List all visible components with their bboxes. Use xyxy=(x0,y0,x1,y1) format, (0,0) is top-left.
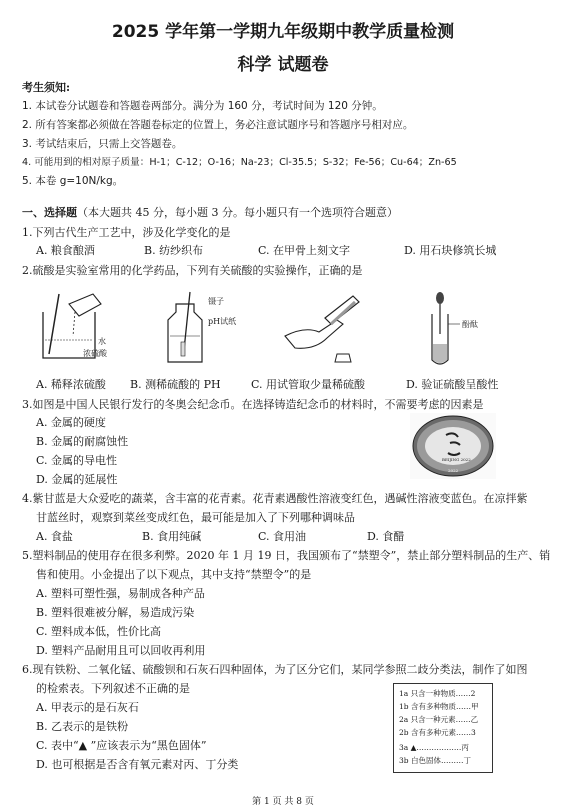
q1-option-d: D. 用石块修筑长城 xyxy=(404,244,497,257)
q6-option-a: A. 甲表示的是石灰石 xyxy=(36,701,139,714)
q5-option-c: C. 塑料成本低，性价比高 xyxy=(36,625,162,638)
q1-option-a: A. 粮食酿酒 xyxy=(36,244,95,257)
coin-year: 2022 xyxy=(448,468,459,473)
coin-text: BEIJING 2022 xyxy=(442,457,471,462)
q4-option-b: B. 食用纯碱 xyxy=(142,530,202,543)
dichotomous-key-table xyxy=(393,683,493,773)
key-line: 3b 白色固体………丁 xyxy=(399,756,471,765)
q2-option-b: B. 测稀硫酸的 PH xyxy=(130,378,221,391)
page-footer: 第 1 页 共 8 页 xyxy=(252,797,314,807)
key-line: 3a ▲………………丙 xyxy=(399,743,469,752)
question-3-stem: 3.如图是中国人民银行发行的冬奥会纪念币。在选择铸造纪念币的材料时，不需要考虑的因素是 xyxy=(22,398,484,411)
notice-item: 5. 本卷 g=10N/kg。 xyxy=(22,175,124,187)
notice-item: 3. 考试结束后，只需上交答题卷。 xyxy=(22,138,183,150)
q4-option-c: C. 食用油 xyxy=(258,530,307,543)
notice-heading: 考生须知: xyxy=(22,81,71,94)
q3-option-c: C. 金属的导电性 xyxy=(36,454,118,467)
q1-option-c: C. 在甲骨上刻文字 xyxy=(258,244,351,257)
q3-option-d: D. 金属的延展性 xyxy=(36,473,118,486)
label-conc-acid: 浓硫酸 xyxy=(83,349,107,358)
notice-item: 2. 所有答案都必须做在答题卷标定的位置上，务必注意试题序号和答题序号相对应。 xyxy=(22,119,414,131)
section-heading xyxy=(22,204,398,220)
key-line: 2a 只含一种元素……乙 xyxy=(399,715,479,724)
question-6-stem-2: 的检索表。下列叙述不正确的是 xyxy=(36,682,190,695)
q6-option-d: D. 也可根据是否含有氧元素对丙、丁分类 xyxy=(36,758,239,771)
key-line: 1b 含有多种物质……甲 xyxy=(399,702,479,711)
q4-option-d: D. 食醋 xyxy=(367,530,405,543)
q3-option-b: B. 金属的耐腐蚀性 xyxy=(36,435,129,448)
q5-option-b: B. 塑料很难被分解，易造成污染 xyxy=(36,606,195,619)
q2-option-c: C. 用试管取少量稀硫酸 xyxy=(251,378,366,391)
q6-option-b: B. 乙表示的是铁粉 xyxy=(36,720,129,733)
q5-option-a: A. 塑料可塑性强，易制成各种产品 xyxy=(36,587,205,600)
question-6-stem-1: 6.现有铁粉、二氧化锰、硫酸钡和石灰石四种固体，为了区分它们，某同学参照二歧分类法，制作了如图 xyxy=(22,663,528,676)
figure-ph-test xyxy=(150,290,250,368)
label-water: 水 xyxy=(98,337,106,346)
key-line: 1a 只含一种物质……2 xyxy=(399,689,476,698)
label-tweezers: 镊子 xyxy=(208,297,224,306)
figure-test-tube xyxy=(275,290,370,370)
q2-option-a: A. 稀释浓硫酸 xyxy=(36,378,106,391)
page-title: 2025 学年第一学期九年级期中教学质量检测 xyxy=(111,22,455,42)
notice-item: 1. 本试卷分试题卷和答题卷两部分。满分为 160 分，考试时间为 120 分钟。 xyxy=(22,100,383,112)
section-name: 一、选择题 xyxy=(22,206,77,219)
label-phenolphthalein: 酚酞 xyxy=(462,320,478,329)
question-4-stem-1: 4.紫甘蓝是大众爱吃的蔬菜，含丰富的花青素。花青素遇酸性溶液变红色，遇碱性溶液变蓝色。在凉拌紫 xyxy=(22,492,528,505)
q6-option-c: C. 表中“▲ ”应该表示为“黑色固体” xyxy=(36,739,207,752)
notice-item: 4. 可能用到的相对原子质量：H-1；C-12；O-16；Na-23；Cl-35.5；S-32；Fe-56；Cu-64；Zn-65 xyxy=(22,157,457,168)
q5-option-d: D. 塑料产品耐用且可以回收再利用 xyxy=(36,644,206,657)
question-2-stem: 2.硫酸是实验室常用的化学药品，下列有关硫酸的实验操作，正确的是 xyxy=(22,264,363,277)
q3-option-a: A. 金属的硬度 xyxy=(36,416,106,429)
q1-option-b: B. 纺纱织布 xyxy=(144,244,204,257)
question-4-stem-2: 甘蓝丝时，观察到菜丝变成红色，最可能是加入了下列哪种调味品 xyxy=(36,511,355,524)
commemorative-coin-image xyxy=(410,413,496,479)
label-ph-paper: pH试纸 xyxy=(208,317,237,326)
key-line: 2b 含有多种元素……3 xyxy=(399,728,476,737)
question-5-stem-2: 售和使用。小金提出了以下观点，其中支持“禁塑令”的是 xyxy=(36,568,312,581)
figure-dropper xyxy=(420,290,500,368)
q2-option-d: D. 验证硫酸呈酸性 xyxy=(406,378,499,391)
question-1-stem: 1.下列古代生产工艺中，涉及化学变化的是 xyxy=(22,226,231,239)
question-5-stem-1: 5.塑料制品的使用存在很多利弊。2020 年 1 月 19 日，我国颁布了“禁塑令”，禁止部分塑料制品的生产、销 xyxy=(22,549,551,562)
q4-option-a: A. 食盐 xyxy=(36,530,73,543)
figure-dilute-acid xyxy=(35,290,125,365)
page-subtitle: 科学 试题卷 xyxy=(237,55,329,75)
section-description: （本大题共 45 分，每小题 3 分。每小题只有一个选项符合题意） xyxy=(77,206,398,219)
